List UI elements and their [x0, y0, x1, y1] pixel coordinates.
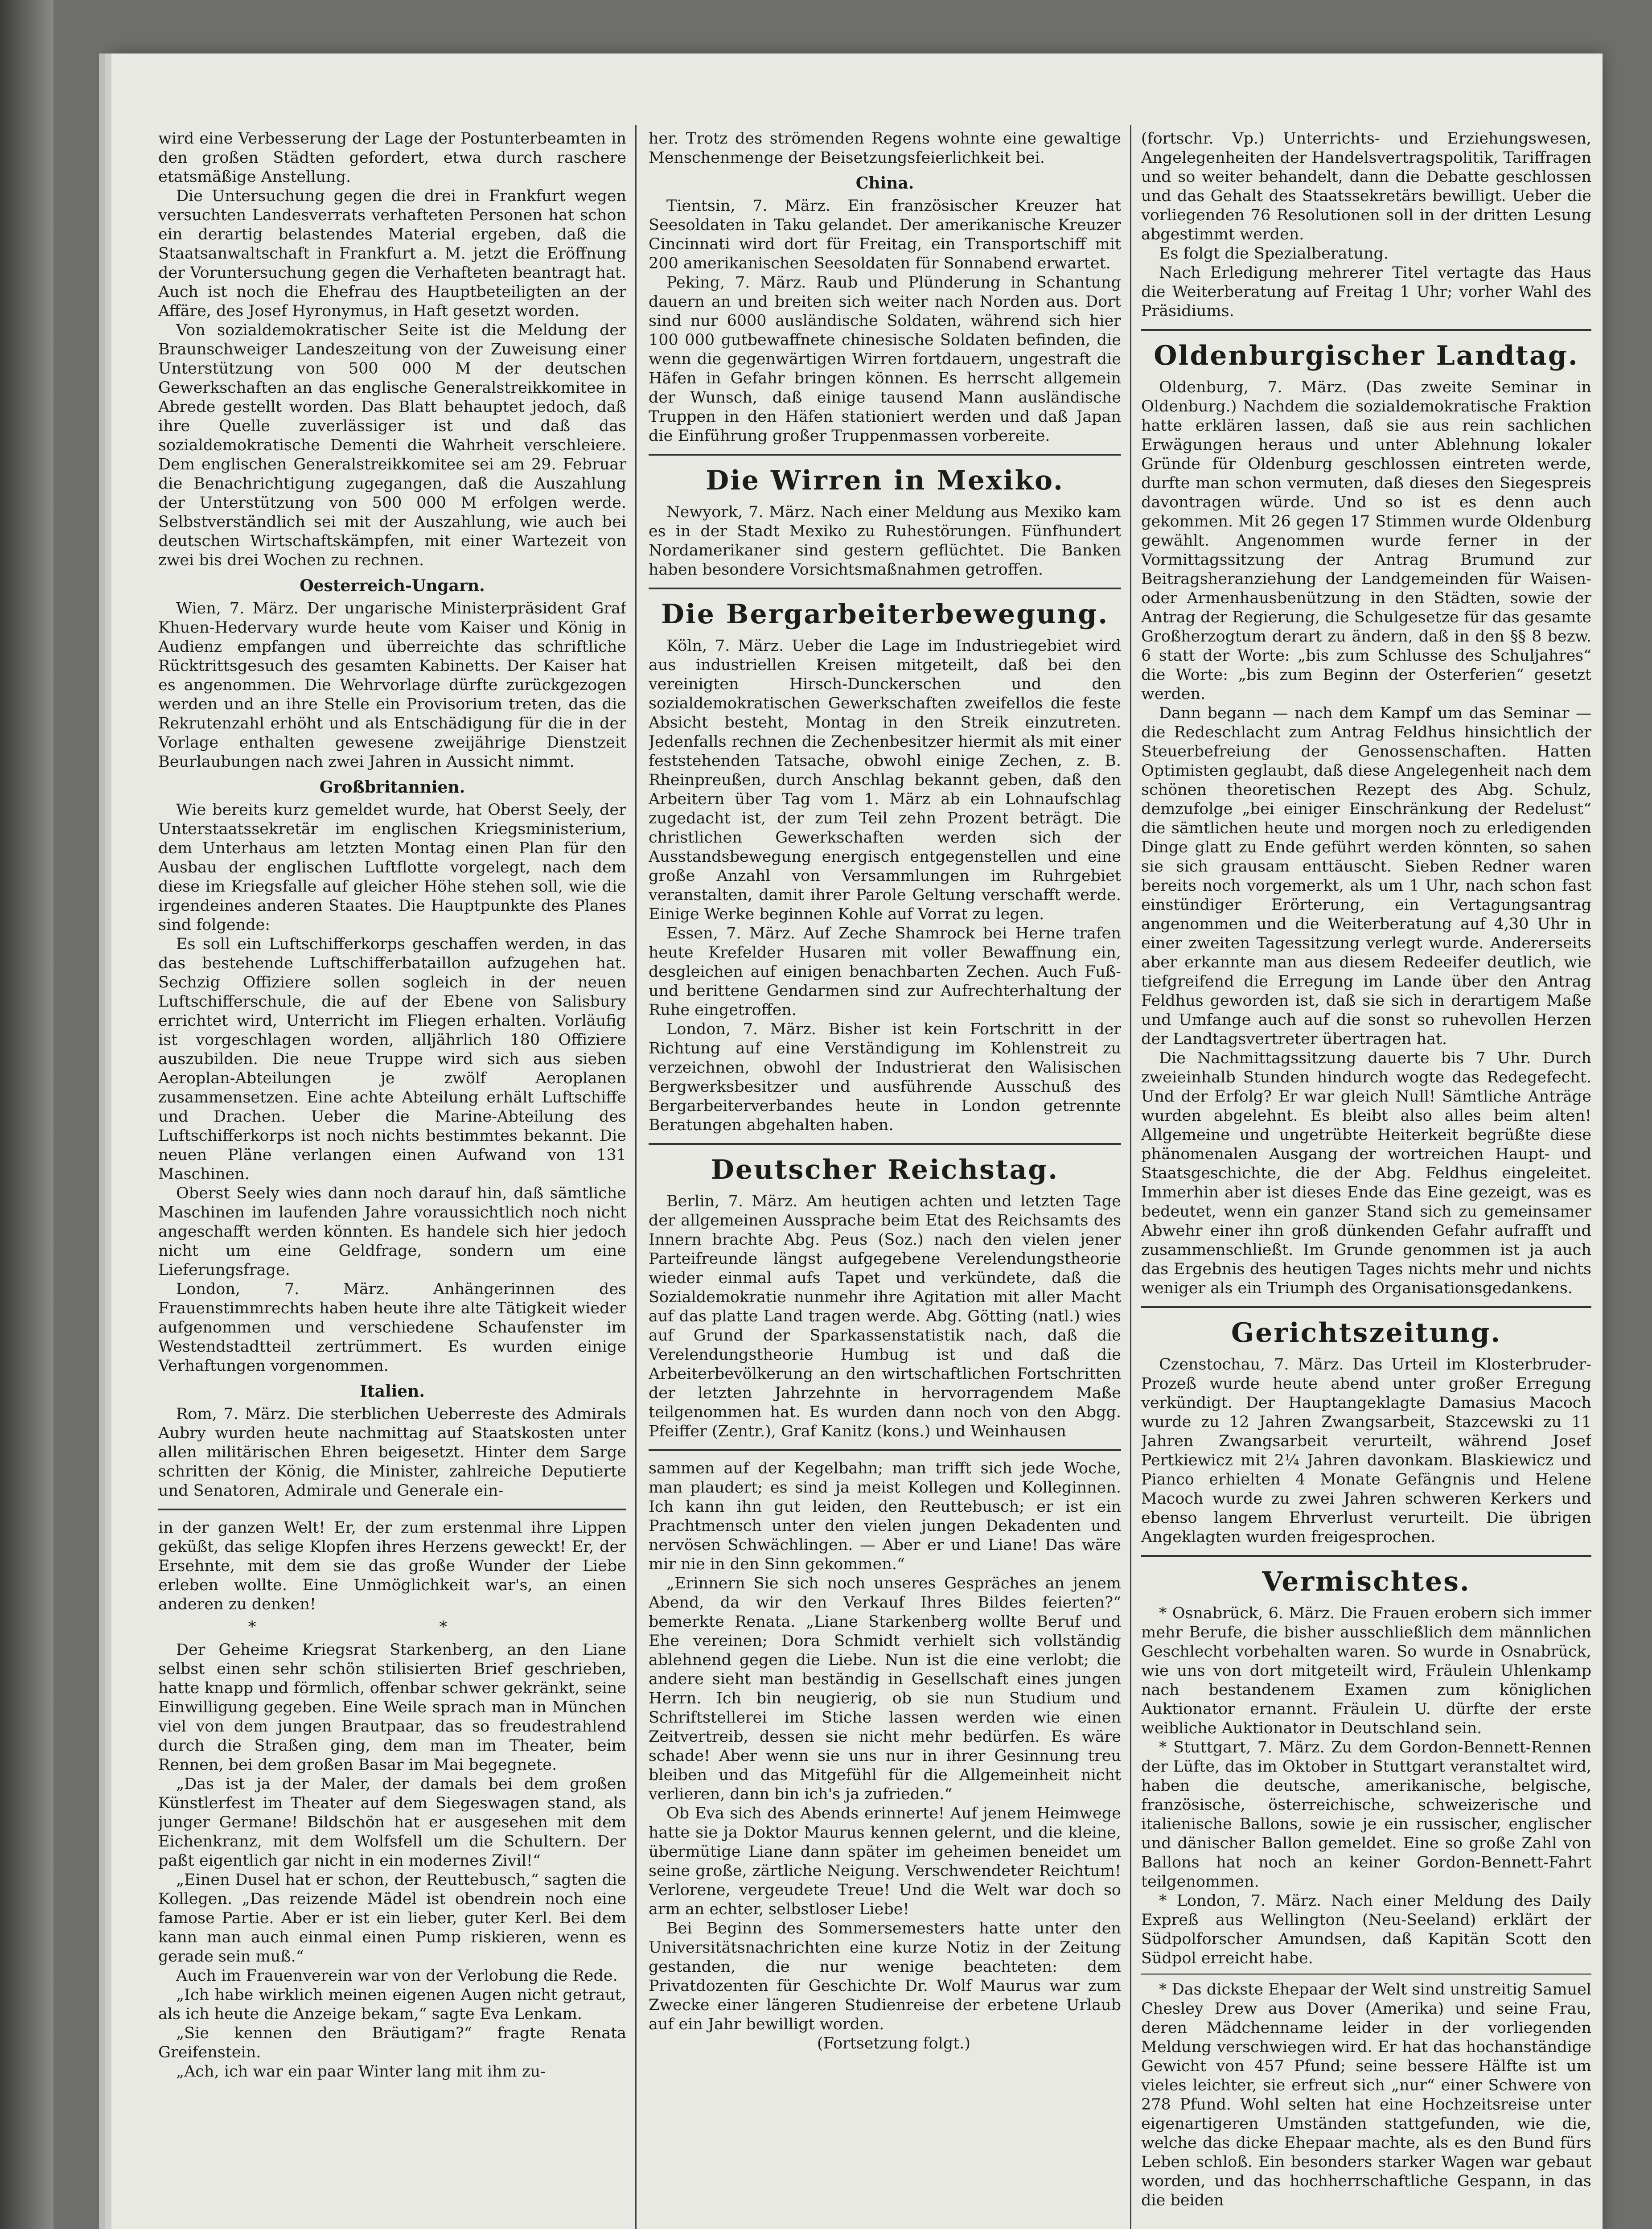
newspaper-page [111, 53, 1603, 2229]
article-paragraph: Czenstochau, 7. März. Das Urteil im Klosterbruder-Prozeß wurde heute abend unter großer Erregung verkündigt. Der Hauptangeklagte Damasius Macoch wurde zu 12 Jahren Zwangsarbeit, Stazcewski zu 11 Jahren Zwangsarbeit verurteilt, während Josef Pertkiewicz mit 2¼ Jahren davonkam. Blaskiewicz und Pianco erhielten 4 Monate Gefängnis und Helene Macoch wurde zu zwei Jahren schweren Kerkers und ebenso langem Ehrverlust verurteilt. Die übrigen Angeklagten wurden freigesprochen. [1141, 1356, 1591, 1546]
column-middle [649, 129, 1121, 2229]
article-paragraph: * Das dickste Ehepaar der Welt sind unstreitig Samuel Chesley Drew aus Dover (Amerika) und seine Frau, deren Mädchenname leider in der vorliegenden Meldung verschwiegen wird. Er hat das hochanständige Gewicht von 457 Pfund; seine bessere Hälfte ist um vieles leichter, sie erfreut sich „nur“ einer Schwere von 278 Pfund. Wohl selten hat eine Hochzeitsreise unter eigenartigeren Umständen stattgefunden, wie die, welche das dicke Ehepaar machte, als es den Bund fürs Leben schloß. Ein besonders starker Wagen war gebaut worden, und das hochherrschaftliche Gespann, in das die beiden [1141, 1981, 1591, 2209]
column-divider-left [635, 125, 637, 2229]
separator-rule [1141, 1555, 1591, 1557]
continuation-note: (Fortsetzung folgt.) [817, 2035, 971, 2052]
article-paragraph: Peking, 7. März. Raub und Plünderung in Schantung dauern an und breiten sich weiter nach Norden aus. Dort sind nur 6000 ausländische Soldaten, während sich hier 100 000 gutbewaffnete chinesische Soldaten befinden, die wenn die gegenwärtigen Wirren fortdauern, ungestraft die Häfen in Gefahr bringen können. Es herrscht allgemein der Wunsch, daß einige tausend Mann ausländische Truppen in den Häfen stationiert werden und daß Japan die Einführung großer Truppenmassen vorbereite. [649, 274, 1121, 445]
article-paragraph: Wie bereits kurz gemeldet wurde, hat Oberst Seely, der Unterstaatssekretär im englischen Kriegsministerium, dem Unterhaus am letzten Montag einen Plan für den Ausbau der englischen Luftflotte vorgelegt, nach dem diese im Kriegsfalle auf gleicher Höhe stehen soll, wie die irgendeines anderen Staates. Die Hauptpunkte des Planes sind folgende: [158, 801, 626, 934]
article-paragraph: wird eine Verbesserung der Lage der Postunterbeamten in den großen Städten gefordert, etwa durch raschere etatsmäßige Anstellung. [158, 130, 626, 186]
article-paragraph: (fortschr. Vp.) Unterrichts- und Erziehungswesen, Angelegenheiten der Handelsvertragspolitik, Tariffragen und so weiter behandelt, dann die Debatte geschlossen und das Gehalt des Staatssekretärs bewilligt. Ueber die vorliegenden 76 Resolutionen soll in der dritten Lesung abgestimmt werden. [1141, 130, 1591, 243]
article-paragraph: Essen, 7. März. Auf Zeche Shamrock bei Herne trafen heute Krefelder Husaren mit voller Bewaffnung ein, desgleichen auf einigen benachbarten Zechen. Auch Fuß- und berittene Gendarmen sind zur Aufrechterhaltung der Ruhe eingetroffen. [649, 925, 1121, 1019]
article-paragraph: „Einen Dusel hat er schon, der Reuttebusch,“ sagten die Kollegen. „Das reizende Mädel ist obendrein noch eine famose Partie. Aber er ist ein lieber, guter Kerl. Bei dem kann man auch einmal einen Pump riskieren, wenn es gerade sein muß.“ [158, 1871, 626, 1966]
article-paragraph: * Osnabrück, 6. März. Die Frauen erobern sich immer mehr Berufe, die bisher ausschließlich dem männlichen Geschlecht vorbehalten waren. So wurde in Osnabrück, wie uns von dort mitgeteilt wird, Fräulein Uhlenkamp nach bestandenem Examen zum königlichen Auktionator ernannt. Fräulein U. dürfte der erste weibliche Auktionator in Deutschland sein. [1141, 1604, 1591, 1737]
column-right [1141, 129, 1591, 2229]
separator-rule [649, 454, 1121, 456]
article-paragraph: * London, 7. März. Nach einer Meldung des Daily Expreß aus Wellington (Neu-Seeland) erklärt der Südpolforscher Amundsen, daß Kapitän Scott den Südpol erreicht habe. [1141, 1892, 1591, 1967]
article-paragraph: Von sozialdemokratischer Seite ist die Meldung der Braunschweiger Landeszeitung von der Zuweisung einer Unterstützung von 500 000 M der deutschen Gewerkschaften an das englische Generalstreikkomitee in Abrede gestellt worden. Das Blatt behauptet jedoch, daß ihre Quelle zuverlässiger ist und daß das sozialdemokratische Dementi die Wahrheit verschleiere. Dem englischen Generalstreikkomitee sei am 29. Februar die Benachrichtigung zugegangen, daß die Auszahlung der Unterstützung von 500 000 M erfolgen werde. Selbstverständlich sei mit der Auszahlung, wie auch bei deutschen Wirtschaftskämpfen, mit einer Wartezeit von zwei bis drei Wochen zu rechnen. [158, 321, 626, 569]
separator-rule [1141, 329, 1591, 331]
separator-rule [1141, 1306, 1591, 1308]
article-paragraph: Tientsin, 7. März. Ein französischer Kreuzer hat Seesoldaten in Taku gelandet. Der amerikanische Kreuzer Cincinnati wird dort für Freitag, ein Transportschiff mit 200 amerikanischen Seesoldaten für Sonnabend erwartet. [649, 197, 1121, 272]
article-paragraph: * Stuttgart, 7. März. Zu dem Gordon-Bennett-Rennen der Lüfte, das im Oktober in Stuttgart veranstaltet wird, haben die deutsche, amerikanische, belgische, französische, österreichische, schweizerische und italienische Ballons, sowie je ein russischer, englischer und dänischer Ballon gemeldet. Eine so große Zahl von Ballons hat noch an keiner Gordon-Bennett-Fahrt teilgenommen. [1141, 1739, 1591, 1891]
article-paragraph: „Ach, ich war ein paar Winter lang mit ihm zu- [176, 2063, 546, 2081]
article-paragraph: „Ich habe wirklich meinen eigenen Augen nicht getraut, als ich heute die Anzeige bekam,“ sagte Eva Lenkam. [158, 1986, 626, 2023]
separator-rule [158, 1509, 626, 1510]
article-paragraph: Köln, 7. März. Ueber die Lage im Industriegebiet wird aus industriellen Kreisen mitgeteilt, daß bei den vereinigten Hirsch-Dunckerschen und den sozialdemokratischen Gewerkschaften zweifellos die feste Absicht besteht, Montag in den Streik einzutreten. Jedenfalls rechnen die Zechenbesitzer hiermit als mit einer feststehenden Tatsache, obwohl einige Zechen, z. B. Rheinpreußen, durch Anschlag bekannt geben, daß den Arbeitern über Tag vom 1. März ab ein Lohnaufschlag zugedacht ist, der zum Teil zehn Prozent beträgt. Die christlichen Gewerkschaften werden sich der Ausstandsbewegung energisch entgegenstellen und eine große Anzahl von Versammlungen im Ruhrgebiet veranstalten, damit ihrer Parole Geltung verschafft werde. Einige Werke beginnen Kohle auf Vorrat zu legen. [649, 637, 1121, 923]
article-paragraph: „Erinnern Sie sich noch unseres Gespräches an jenem Abend, da wir den Verkauf Ihres Bildes feierten?“ bemerkte Renata. „Liane Starkenberg wollte Beruf und Ehe vereinen; Dora Schmidt verhielt sich vollständig ablehnend gegen die Liebe. Nun ist die eine verlobt; die andere sieht man beständig in Gesellschaft eines jungen Herrn. Ich bin neugierig, ob sie nun Studium und Schriftstellerei im Stiche lassen werden wie einen Zeitvertreib, dessen sie nicht mehr bedürfen. Es wäre schade! Aber wenn sie uns nur in ihrer Gesinnung treu bleiben und das Mitgefühl für die Allgemeinheit nicht verlieren, dann bin ich's ja zufrieden.“ [649, 1575, 1121, 1803]
article-paragraph: Die Nachmittagssitzung dauerte bis 7 Uhr. Durch zweieinhalb Stunden hindurch wogte das Redegefecht. Und der Erfolg? Er war gleich Null! Sämtliche Anträge wurden abgelehnt. Es bleibt also alles beim alten! Allgemeine und ungetrübte Heiterkeit begrüßte diese phänomenalen Ausgang der wortreichen Haupt- und Staatsgeschichte, die der Abg. Feldhus eingeleitet. Immerhin aber ist dieses Ende das Eine gezeigt, was es bedeutet, wenn ein ganzer Stand sich zu gemeinsamer Abwehr einer ihn groß dünkenden Gefahr aufrafft und zusammenschließt. Im Grunde genommen ist ja auch das Ergebnis des heutigen Tages nichts mehr und nichts weniger als ein Triumph des Organisationsgedankens. [1141, 1049, 1591, 1297]
section-heading: Oldenburgischer Landtag. [1154, 340, 1579, 371]
article-paragraph: Der Geheime Kriegsrat Starkenberg, an den Liane selbst einen sehr schön stilisierten Brief geschrieben, hatte knapp und förmlich, offenbar schwer gekränkt, seine Einwilligung gegeben. Eine Weile sprach man in München viel von dem jungen Brautpaar, das so freudestrahlend durch die Straßen ging, dem man im Theater, beim Rennen, bei dem großen Basar im Mai begegnete. [158, 1641, 626, 1774]
section-heading: Die Bergarbeiterbewegung. [661, 599, 1109, 630]
book-binding-edge [0, 0, 53, 2229]
article-paragraph: Dann begann — nach dem Kampf um das Seminar — die Redeschlacht zum Antrag Feldhus hinsichtlich der Steuerbefreiung der Genossenschaften. Hatten Optimisten geglaubt, daß diese Angelegenheit nach dem schönen theoretischen Rezept des Abg. Schulz, demzufolge „bei einiger Einschränkung der Redelust“ die sämtlichen heute und morgen noch zu erledigenden Dinge glatt zu Ende geführt werden könnten, so sahen sie sich grausam enttäuscht. Sieben Redner waren bereits noch vorgemerkt, als um 1 Uhr, nach schon fast einstündiger Erörterung, ein Vertagungsantrag angenommen und die Weiterberatung auf 4,30 Uhr in einer zweiten Tagessitzung verlegt wurde. Andererseits aber erkannte man aus diesem Redeeifer deutlich, wie tiefgreifend die Erregung im Lande über den Antrag Feldhus geworden ist, daß sie sich in derartigem Maße und Umfange auch auf die sonst so ruhevollen Herzen der Landtagsvertreter übertragen hat. [1141, 704, 1591, 1048]
subsection-heading: Großbritannien. [319, 778, 465, 797]
article-paragraph: in der ganzen Welt! Er, der zum erstenmal ihre Lippen geküßt, das selige Klopfen ihres Herzens geweckt! Er, der Ersehnte, mit dem sie das große Wunder der Liebe erleben wollte. Eine Unmöglichkeit war's, an einen anderen zu denken! [158, 1519, 626, 1613]
article-paragraph: Es soll ein Luftschifferkorps geschaffen werden, in das das bestehende Luftschifferbataillon aufzugehen hat. Sechzig Offiziere sollen sogleich in der neuen Luftschifferschule, die auf der Ebene von Salisbury errichtet wird, Unterricht im Fliegen erhalten. Vorläufig ist vorgeschlagen worden, alljährlich 180 Offiziere auszubilden. Die neue Truppe wird sich aus sieben Aeroplan-Abteilungen je zwölf Aeroplanen zusammensetzen. Eine achte Abteilung erhält Luftschiffe und Drachen. Ueber die Marine-Abteilung des Luftschifferkorps ist noch nichts bestimmtes bekannt. Die neuen Pläne verlangen einen Aufwand von 131 Maschinen. [158, 935, 626, 1183]
section-heading: Die Wirren in Mexiko. [706, 465, 1064, 496]
separator-rule [649, 1449, 1121, 1451]
article-paragraph: London, 7. März. Bisher ist kein Fortschritt in der Richtung auf eine Verständigung im Kohlenstreit zu verzeichnen, obwohl der Industrierat den Walisischen Bergwerksbesitzer und ausführende Ausschuß des Bergarbeiterverbandes heute in London getrennte Beratungen abgehalten haben. [649, 1020, 1121, 1134]
article-paragraph: Oldenburg, 7. März. (Das zweite Seminar in Oldenburg.) Nachdem die sozialdemokratische Fraktion hatte erklären lassen, daß sie aus rein sachlichen Erwägungen heraus und unter Ablehnung lokaler Gründe für Oldenburg geschlossen eintreten werde, durfte man schon vermuten, daß dieses den Siegespreis davontragen würde. Und so ist es denn auch gekommen. Mit 26 gegen 17 Stimmen wurde Oldenburg gewählt. Angenommen wurde ferner in der Vormittagssitzung der Antrag Brumund zur Beitragsheranziehung der Landgemeinden für Waisen- oder Armenhausbenützung in den Städten, sowie der Antrag der Regierung, die Schulgesetze für das gesamte Großherzogtum derart zu ändern, daß in den §§ 8 bezw. 6 statt der Worte: „bis zum Schlusse des Schuljahres“ die Worte: „bis zum Beginn der Osterferien“ gesetzt werden. [1141, 378, 1591, 703]
column-divider-right [1130, 125, 1131, 2229]
article-paragraph: „Das ist ja der Maler, der damals bei dem großen Künstlerfest im Theater auf dem Siegeswagen stand, als junger Germane! Bildschön hat er ausgesehen mit dem Eichenkranz, mit dem Wolfsfell um die Schultern. Der paßt eigentlich gar nicht in ein modernes Zivil!“ [158, 1775, 626, 1870]
separator-rule [649, 1143, 1121, 1145]
article-paragraph: Newyork, 7. März. Nach einer Meldung aus Mexiko kam es in der Stadt Mexiko zu Ruhestörungen. Fünfhundert Nordamerikaner sind gestern geflüchtet. Die Banken haben besondere Vorsichtsmaßnahmen getroffen. [649, 503, 1121, 579]
article-paragraph: Ob Eva sich des Abends erinnerte! Auf jenem Heimwege hatte sie ja Doktor Maurus kennen gelernt, und die kleine, übermütige Liane dann später im geheimen beneidet um seine große, zärtliche Neigung. Verschwendeter Reichtum! Verlorene, vergeudete Treue! Und die Welt war doch so arm an echter, selbstloser Liebe! [649, 1805, 1121, 1918]
subsection-heading: Italien. [360, 1382, 425, 1401]
section-heading: Gerichtszeitung. [1231, 1317, 1502, 1349]
article-paragraph: Auch im Frauenverein war von der Verlobung die Rede. [176, 1967, 618, 1985]
subsection-heading: China. [855, 174, 914, 193]
article-paragraph: Nach Erledigung mehrerer Titel vertagte das Haus die Weiterberatung auf Freitag 1 Uhr; vorher Wahl des Präsidiums. [1141, 264, 1591, 320]
article-paragraph: Rom, 7. März. Die sterblichen Ueberreste des Admirals Aubry wurden heute nachmittag auf Staatskosten unter allen militärischen Ehren beigesetzt. Hinter dem Sarge schritten der König, die Minister, zahlreiche Deputierte und Senatoren, Admirale und Generale ein- [158, 1405, 626, 1500]
column-left [158, 129, 626, 2229]
subsection-heading: Oesterreich-Ungarn. [300, 576, 485, 595]
article-paragraph: Wien, 7. März. Der ungarische Ministerpräsident Graf Khuen-Hedervary wurde heute vom Kaiser und König in Audienz empfangen und überreichte das schriftliche Rücktrittsgesuch des gesamten Kabinetts. Der Kaiser hat es angenommen. Die Wehrvorlage dürfte zurückgezogen werden und an ihre Stelle ein Provisorium treten, das die Rekrutenzahl erhöht und als Entschädigung für die in der Vorlage enthalten gewesene zweijährige Dienstzeit Beurlaubungen nach zwei Jahren in Aussicht nimmt. [158, 600, 626, 771]
separator-rule [649, 588, 1121, 589]
article-paragraph: Oberst Seely wies dann noch darauf hin, daß sämtliche Maschinen im laufenden Jahre voraussichtlich noch nicht angeschafft werden könnten. Es handele sich hier jedoch nicht um eine Geldfrage, sondern um eine Lieferungsfrage. [158, 1184, 626, 1279]
article-paragraph: Berlin, 7. März. Am heutigen achten und letzten Tage der allgemeinen Aussprache beim Etat des Reichsamts des Innern brachte Abg. Peus (Soz.) nach den vielen jener Parteifreunde längst aufgegebene Verelendungstheorie wieder einmal aufs Tapet und verkündete, daß die Sozialdemokratie nunmehr ihre Agitation mit aller Macht auf das platte Land tragen werde. Abg. Götting (natl.) wies auf Grund der Sparkassenstatistik nach, daß die Verelendungstheorie Humbug ist und daß die Arbeiterbevölkerung an den wirtschaftlichen Fortschritten der letzten Jahrzehnte in hervorragendem Maße teilgenommen hat. Es wurden dann noch von den Abgg. Pfeiffer (Zentr.), Graf Kanitz (kons.) und Weinhausen [649, 1193, 1121, 1440]
article-paragraph: Die Untersuchung gegen die drei in Frankfurt wegen versuchten Landesverrats verhafteten Personen hat schon ein derartig belastendes Material ergeben, daß die Staatsanwaltschaft in Frankfurt a. M. jetzt die Eröffnung der Voruntersuchung gegen die Verhafteten beantragt hat. Auch ist noch die Ehefrau des Hauptbeteiligten an der Affäre, des Josef Hyronymus, in Haft gesetzt worden. [158, 187, 626, 320]
article-paragraph: Es folgt die Spezialberatung. [1159, 245, 1389, 263]
article-paragraph: her. Trotz des strömenden Regens wohnte eine gewaltige Menschenmenge der Beisetzungsfeierlichkeit bei. [649, 130, 1121, 167]
separator-rule [1141, 1974, 1591, 1975]
asterisk-divider: * * [248, 1618, 537, 1636]
article-paragraph: London, 7. März. Anhängerinnen des Frauenstimmrechts haben heute ihre alte Tätigkeit wieder aufgenommen und verschiedene Schaufenster im Westendstadtteil zertrümmert. Es wurden einige Verhaftungen vorgenommen. [158, 1280, 626, 1375]
section-heading: Vermischtes. [1262, 1566, 1471, 1597]
article-paragraph: Bei Beginn des Sommersemesters hatte unter den Universitätsnachrichten eine kurze Notiz in der Zeitung gestanden, die nur wenige beachteten: dem Privatdozenten für Geschichte Dr. Wolf Maurus war zum Zwecke einer längeren Studienreise der erbetene Urlaub auf ein Jahr bewilligt worden. [649, 1920, 1121, 2033]
article-paragraph: sammen auf der Kegelbahn; man trifft sich jede Woche, man plaudert; es sind ja meist Kollegen und Kolleginnen. Ich kann ihn gut leiden, den Reuttebusch; er ist ein Prachtmensch unter den vielen jungen Dekadenten und nervösen Schwächlingen. — Aber er und Liane! Das wäre mir nie in den Sinn gekommen.“ [649, 1460, 1121, 1573]
section-heading: Deutscher Reichstag. [711, 1154, 1059, 1185]
article-paragraph: „Sie kennen den Bräutigam?“ fragte Renata Greifenstein. [158, 2024, 626, 2061]
